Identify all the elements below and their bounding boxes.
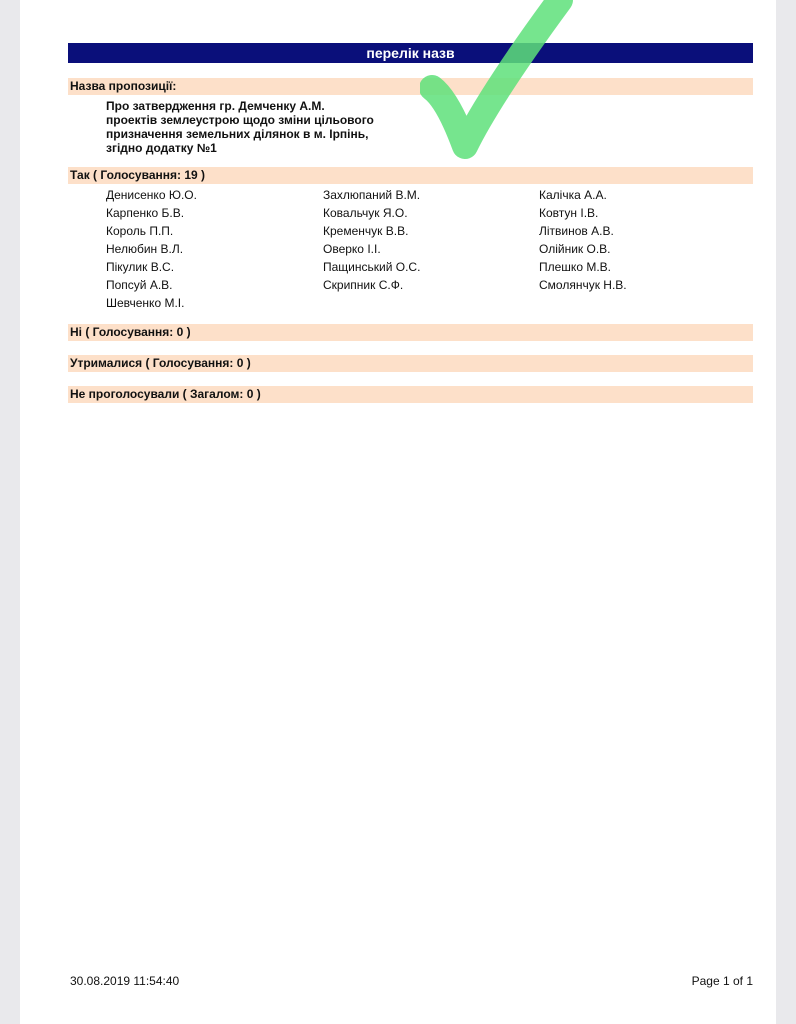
voter-name: Пікулик В.С.: [106, 260, 175, 274]
voter-name: Шевченко М.І.: [106, 296, 185, 310]
proposal-line: Про затвердження гр. Демченку А.М.: [106, 99, 325, 113]
document-page: [20, 0, 776, 1024]
voter-name: Попсуй А.В.: [106, 278, 173, 292]
proposal-line: проектів землеустрою щодо зміни цільового: [106, 113, 374, 127]
voter-name: Кременчук В.В.: [323, 224, 409, 238]
section-abstained-header: Утрималися ( Голосування: 0 ): [68, 355, 753, 372]
voter-name: Карпенко Б.В.: [106, 206, 185, 220]
voter-name: Оверко І.І.: [323, 242, 381, 256]
voter-name: Король П.П.: [106, 224, 174, 238]
voter-name: Ковтун І.В.: [539, 206, 599, 220]
voter-name: Калічка А.А.: [539, 188, 607, 202]
footer-timestamp: 30.08.2019 11:54:40: [70, 974, 180, 988]
voter-name: Літвинов А.В.: [539, 224, 614, 238]
proposal-line: призначення земельних ділянок в м. Ірпінь,: [106, 127, 369, 141]
voter-name: Ковальчук Я.О.: [323, 206, 408, 220]
section-no-header: Ні ( Голосування: 0 ): [68, 324, 753, 341]
voter-name: Смолянчук Н.В.: [539, 278, 627, 292]
proposal-label: Назва пропозиції:: [68, 78, 753, 95]
voter-name: Плешко М.В.: [539, 260, 611, 274]
proposal-line: згідно додатку №1: [106, 141, 217, 155]
footer-page-number: Page 1 of 1: [691, 974, 753, 988]
voter-name: Пащинський О.С.: [323, 260, 421, 274]
voter-name: Нелюбин В.Л.: [106, 242, 184, 256]
section-not-voted-header: Не проголосували ( Загалом: 0 ): [68, 386, 753, 403]
proposal-text: [106, 99, 426, 155]
page-title: перелік назв: [68, 43, 753, 63]
voter-name: Скрипник С.Ф.: [323, 278, 404, 292]
voter-name: Олійник О.В.: [539, 242, 611, 256]
voter-name: Денисенко Ю.О.: [106, 188, 197, 202]
voter-name: Захлюпаний В.М.: [323, 188, 421, 202]
section-yes-header: Так ( Голосування: 19 ): [68, 167, 753, 184]
